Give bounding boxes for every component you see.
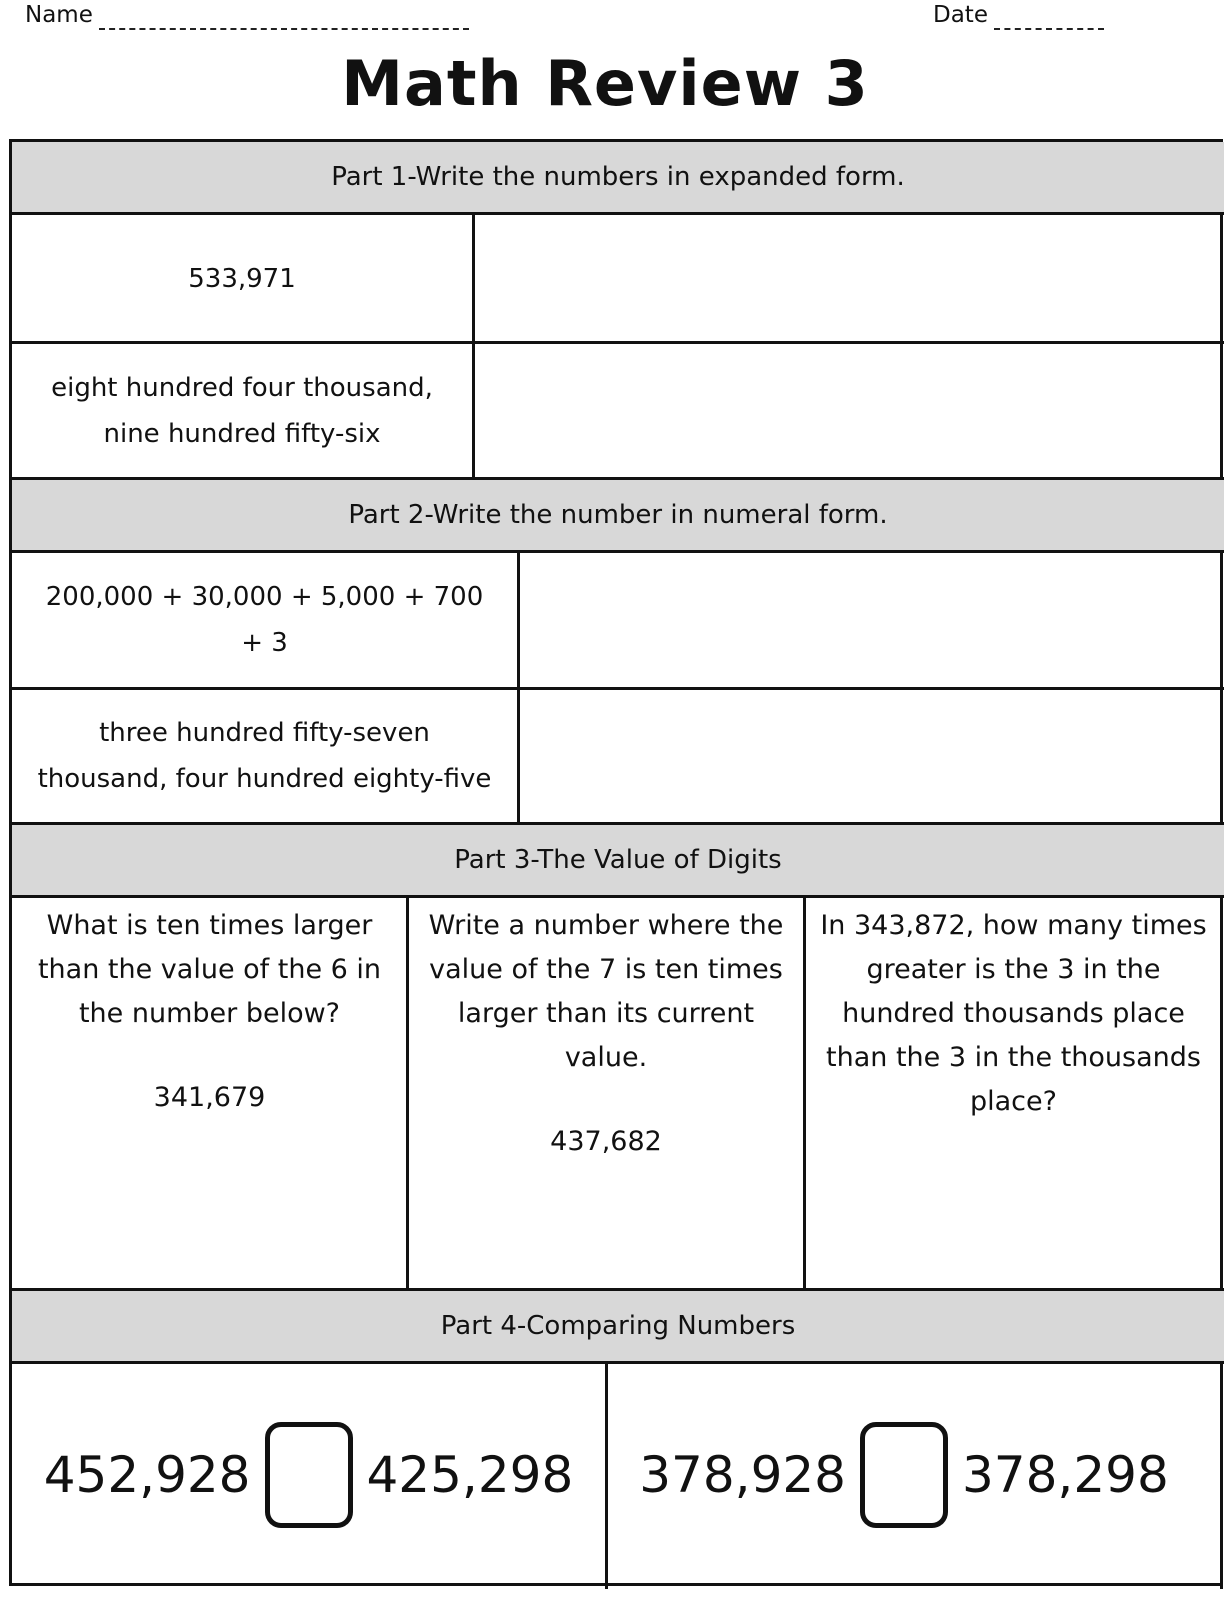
comparison-1-answer-box[interactable] (265, 1422, 353, 1528)
date-blank-line[interactable] (994, 14, 1104, 30)
comparison-1-left: 452,928 (43, 1446, 251, 1504)
part3-question-3[interactable] (806, 898, 1221, 1288)
part1-prompt-2: eight hundred four thousand, nine hundred fifty-six (51, 373, 433, 449)
part1-answer-1[interactable] (475, 215, 1223, 342)
date-label: Date (933, 2, 988, 28)
page-title: Math Review 3 (341, 47, 869, 120)
part3-question-2-text: Write a number where the value of the 7 is ten times larger than its current value. (428, 910, 784, 1073)
part2-answer-1[interactable] (520, 553, 1223, 687)
part2-heading: Part 2-Write the number in numeral form. (12, 477, 1224, 553)
comparison-2-answer-box[interactable] (860, 1422, 948, 1528)
part2-prompt-2: three hundred fifty-seven thousand, four hundred eighty-five (37, 718, 492, 794)
comparison-2-left: 378,928 (639, 1446, 846, 1504)
worksheet-table (9, 139, 1223, 1586)
right-border-part4 (1220, 1361, 1223, 1589)
part3-question-2-number: 437,682 (550, 1126, 662, 1157)
part2-answer-2[interactable] (520, 690, 1223, 822)
part3-heading: Part 3-The Value of Digits (12, 822, 1224, 898)
part2-column-divider (517, 550, 520, 822)
part3-question-1-text: What is ten times larger than the value of the 6 in the number below? (37, 910, 382, 1029)
comparison-2 (608, 1364, 1200, 1586)
part1-heading: Part 1-Write the numbers in expanded form. (12, 142, 1224, 215)
part3-question-2[interactable] (409, 898, 803, 1288)
name-blank-line[interactable] (99, 14, 469, 30)
name-field[interactable] (25, 0, 469, 30)
comparison-1-right: 425,298 (366, 1446, 574, 1504)
name-label: Name (25, 2, 93, 28)
part2-prompt-1: 200,000 + 30,000 + 5,000 + 700 + 3 (45, 582, 484, 658)
date-field[interactable] (933, 0, 1104, 30)
part3-question-3-text: In 343,872, how many times greater is the 3 in the hundred thousands place than the 3 in the thousands place? (820, 910, 1207, 1117)
part3-question-1[interactable] (12, 898, 407, 1288)
part4-heading: Part 4-Comparing Numbers (12, 1288, 1224, 1364)
part1-prompt-1: 533,971 (188, 263, 296, 294)
part3-question-1-number: 341,679 (153, 1082, 266, 1113)
comparison-2-right: 378,298 (962, 1446, 1169, 1504)
comparison-1 (12, 1364, 605, 1586)
part1-column-divider (472, 212, 475, 480)
part1-answer-2[interactable] (475, 344, 1223, 478)
